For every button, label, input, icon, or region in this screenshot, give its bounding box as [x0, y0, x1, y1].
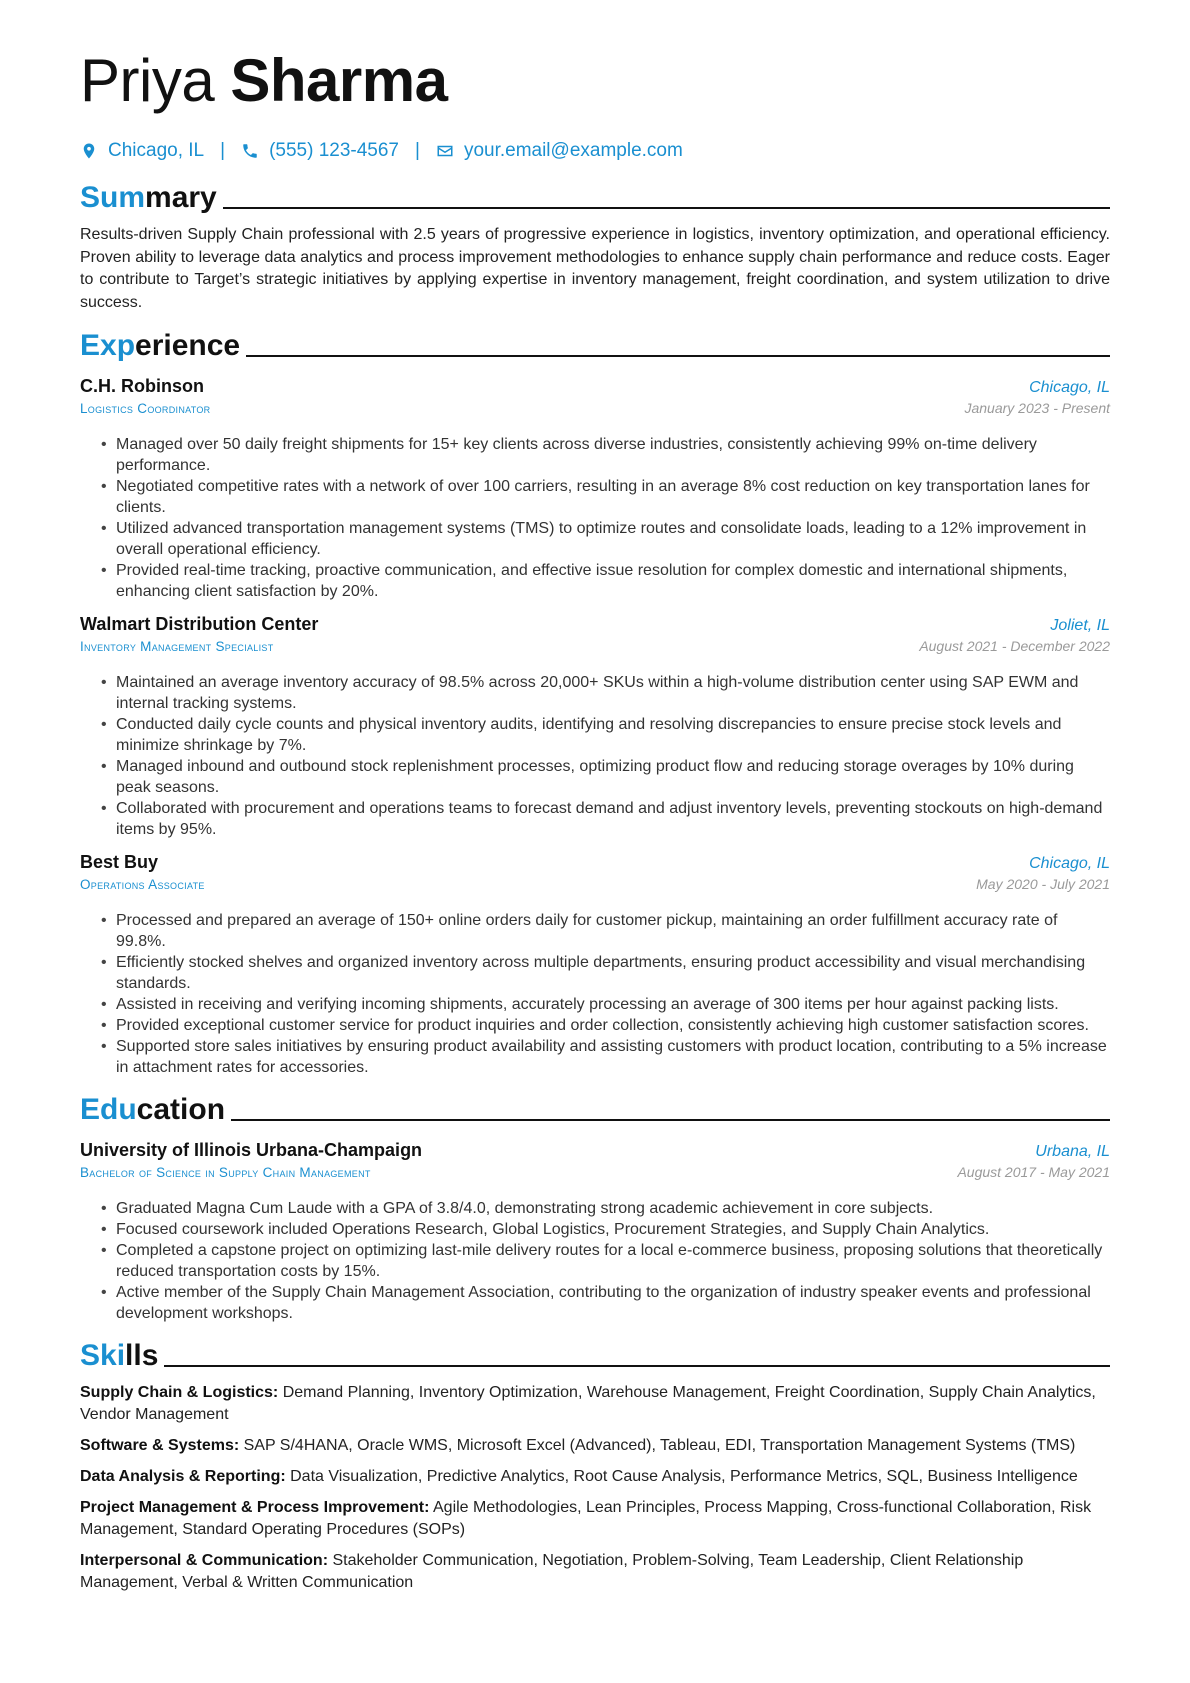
- skill-category: Supply Chain & Logistics:: [80, 1384, 279, 1401]
- contact-phone[interactable]: [241, 140, 399, 162]
- skill-category: Software & Systems:: [80, 1437, 240, 1454]
- skills-list: [80, 1382, 1110, 1594]
- skill-values: SAP S/4HANA, Oracle WMS, Microsoft Excel (Advanced), Tableau, EDI, Transportation Management Systems (TMS): [243, 1437, 1076, 1454]
- section-rule: [231, 1119, 1110, 1121]
- candidate-name: [80, 0, 1110, 120]
- last-name: Sharma: [230, 47, 448, 114]
- skill-row: [80, 1497, 1110, 1541]
- skill-values: Stakeholder Communication, Negotiation, Problem-Solving, Team Leadership, Client Relationship Management, Verbal & Written Communication: [80, 1552, 1024, 1591]
- section-rule: [164, 1365, 1110, 1367]
- job-title: Inventory Management Specialist: [80, 639, 274, 654]
- envelope-icon: [436, 142, 454, 160]
- bullet-item: • Active member of the Supply Chain Management Association, contributing to the organization of industry speaker events and professional development workshops.: [116, 1282, 1110, 1324]
- education-heading-rest: cation: [136, 1093, 226, 1126]
- skill-row: [80, 1435, 1110, 1457]
- section-rule: [246, 355, 1110, 357]
- experience-entry: [80, 852, 1110, 1078]
- education-entry: [80, 1140, 1110, 1324]
- employer-name: Best Buy: [80, 852, 159, 872]
- bullet-list: [80, 672, 1110, 840]
- degree: Bachelor of Science in Supply Chain Management: [80, 1165, 371, 1180]
- bullet-item: • Collaborated with procurement and operations teams to forecast demand and adjust inventory levels, preventing stockouts on high-demand items by 95%.: [116, 798, 1110, 840]
- entry-location: Urbana, IL: [1035, 1143, 1110, 1160]
- bullet-list: [80, 1198, 1110, 1324]
- job-title: Operations Associate: [80, 877, 205, 892]
- entry-dates: August 2021 - December 2022: [919, 638, 1110, 654]
- bullet-item: • Provided real-time tracking, proactive communication, and effective issue resolution for complex domestic and international shipments, enhancing client satisfaction by 20%.: [116, 560, 1110, 602]
- experience-entry: [80, 376, 1110, 602]
- experience-heading: [80, 324, 1110, 364]
- bullet-item: • Completed a capstone project on optimizing last-mile delivery routes for a local e-commerce business, proposing solutions that theoretically reduced transportation costs by 15%.: [116, 1240, 1110, 1282]
- bullet-list: [80, 910, 1110, 1078]
- education-heading-accent: Edu: [80, 1093, 137, 1126]
- bullet-item: • Maintained an average inventory accuracy of 98.5% across 20,000+ SKUs within a high-volume distribution center using SAP EWM and internal tracking systems.: [116, 672, 1110, 714]
- phone-icon: [241, 142, 259, 160]
- experience-heading-rest: erience: [135, 329, 241, 362]
- bullet-item: • Efficiently stocked shelves and organized inventory across multiple departments, ensuring product accessibility and visual merchandising standards.: [116, 952, 1110, 994]
- experience-entry: [80, 614, 1110, 840]
- bullet-item: • Conducted daily cycle counts and physical inventory audits, identifying and resolving discrepancies to ensure precise stock levels and minimize shrinkage by 7%.: [116, 714, 1110, 756]
- entry-dates: May 2020 - July 2021: [976, 876, 1110, 892]
- entry-dates: January 2023 - Present: [964, 400, 1110, 416]
- skill-row: [80, 1382, 1110, 1426]
- employer-name: Walmart Distribution Center: [80, 614, 319, 634]
- entry-location: Chicago, IL: [1029, 379, 1110, 396]
- skill-values: Demand Planning, Inventory Optimization, Warehouse Management, Freight Coordination, Supply Chain Analytics, Vendor Management: [80, 1384, 1096, 1423]
- contact-separator: |: [220, 140, 226, 161]
- bullet-item: • Processed and prepared an average of 150+ online orders daily for customer pickup, maintaining an order fulfillment accuracy rate of 99.8%.: [116, 910, 1110, 952]
- job-title: Logistics Coordinator: [80, 401, 211, 416]
- summary-heading-accent: Sum: [80, 181, 146, 214]
- bullet-item: • Managed inbound and outbound stock replenishment processes, optimizing product flow and reducing storage overages by 10% during peak seasons.: [116, 756, 1110, 798]
- entry-dates: August 2017 - May 2021: [957, 1164, 1110, 1180]
- experience-heading-accent: Exp: [80, 329, 136, 362]
- bullet-item: • Negotiated competitive rates with a network of over 100 carriers, resulting in an average 8% cost reduction on key transportation lanes for clients.: [116, 476, 1110, 518]
- email-text: your.email@example.com: [463, 140, 683, 161]
- map-pin-icon: [80, 142, 98, 160]
- contact-line: [80, 136, 1110, 166]
- bullet-item: • Graduated Magna Cum Laude with a GPA of 3.8/4.0, demonstrating strong academic achievement in core subjects.: [116, 1198, 1110, 1219]
- location-text: Chicago, IL: [108, 140, 205, 161]
- entry-location: Chicago, IL: [1029, 855, 1110, 872]
- contact-separator: |: [415, 140, 420, 161]
- skill-values: Agile Methodologies, Lean Principles, Process Mapping, Cross-functional Collaboration, Risk Management, Standard Operating Procedures (SOPs): [80, 1499, 1092, 1538]
- summary-heading: [80, 176, 1110, 216]
- first-name: Priya: [80, 47, 215, 114]
- skills-heading-rest: lls: [125, 1339, 159, 1372]
- section-rule: [223, 207, 1110, 209]
- bullet-item: • Supported store sales initiatives by ensuring product availability and assisting customers with product location, contributing to a 5% increase in attachment rates for accessories.: [116, 1036, 1110, 1078]
- skills-heading-accent: Ski: [80, 1339, 126, 1372]
- bullet-item: • Assisted in receiving and verifying incoming shipments, accurately processing an average of 300 items per hour against packing lists.: [116, 994, 1110, 1015]
- contact-email[interactable]: [436, 140, 683, 162]
- phone-text: (555) 123-4567: [269, 140, 399, 161]
- bullet-item: • Managed over 50 daily freight shipments for 15+ key clients across diverse industries, consistently achieving 99% on-time delivery performance.: [116, 434, 1110, 476]
- entry-location: Joliet, IL: [1050, 617, 1110, 634]
- skill-category: Data Analysis & Reporting:: [80, 1468, 286, 1485]
- skill-row: [80, 1550, 1110, 1594]
- summary-heading-rest: mary: [145, 181, 217, 214]
- bullet-item: • Provided exceptional customer service for product inquiries and order collection, consistently achieving high customer satisfaction scores.: [116, 1015, 1110, 1036]
- summary-text: Results-driven Supply Chain professional with 2.5 years of progressive experience in logistics, inventory optimization, and operational efficiency. Proven ability to leverage data analytics and process improvement methodologies to enhance supply chain performance and reduce costs. Eager to contribute to Target’s strategic initiatives by applying expertise in inventory management, freight coordination, and system utilization to drive success.: [80, 226, 1110, 311]
- contact-location: [80, 140, 204, 162]
- skills-heading: [80, 1334, 1110, 1374]
- education-heading: [80, 1088, 1110, 1128]
- employer-name: C.H. Robinson: [80, 376, 204, 396]
- skill-values: Data Visualization, Predictive Analytics, Root Cause Analysis, Performance Metrics, SQL, Business Intelligence: [290, 1468, 1078, 1485]
- school-name: University of Illinois Urbana-Champaign: [80, 1140, 423, 1160]
- skill-category: Interpersonal & Communication:: [80, 1552, 329, 1569]
- bullet-item: • Utilized advanced transportation management systems (TMS) to optimize routes and consolidate loads, leading to a 12% improvement in overall operational efficiency.: [116, 518, 1110, 560]
- skill-row: [80, 1466, 1110, 1488]
- bullet-list: [80, 434, 1110, 602]
- skill-category: Project Management & Process Improvement:: [80, 1499, 430, 1516]
- bullet-item: • Focused coursework included Operations Research, Global Logistics, Procurement Strategies, and Supply Chain Analytics.: [116, 1219, 1110, 1240]
